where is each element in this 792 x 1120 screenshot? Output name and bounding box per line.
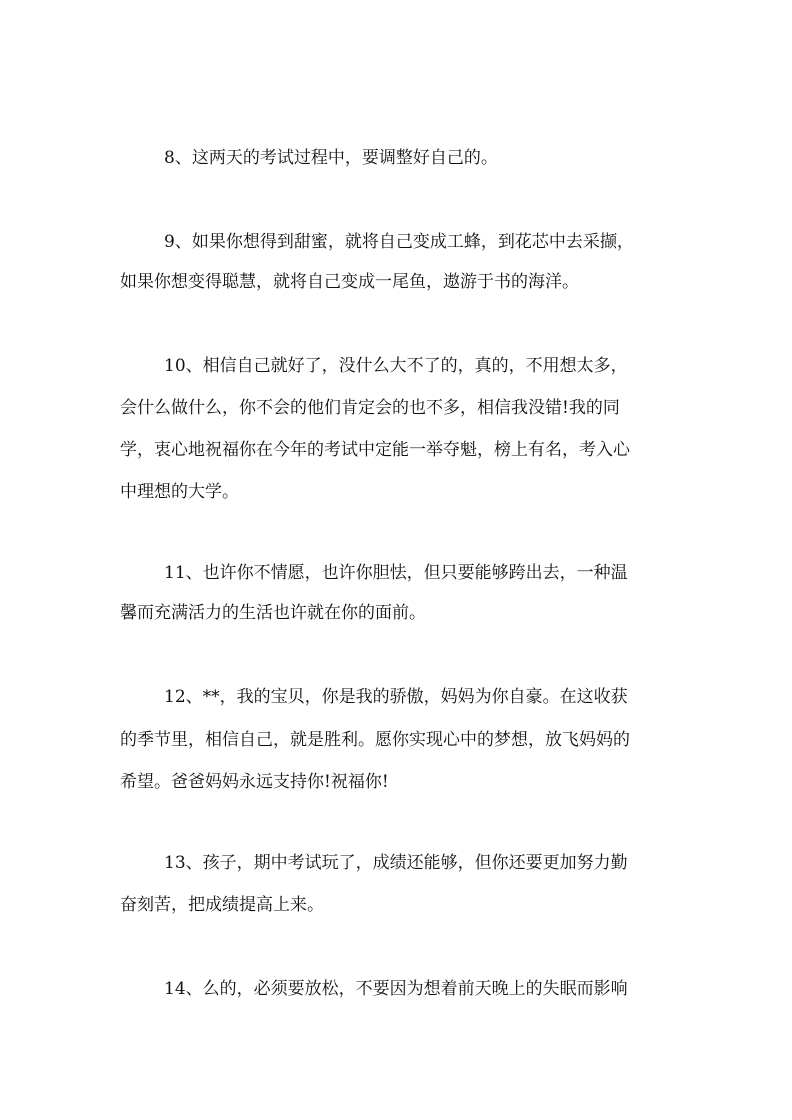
paragraph-12-line-3: 希望。爸爸妈妈永远支持你!祝福你!	[120, 772, 389, 792]
paragraph-12-line-2: 的季节里，相信自己，就是胜利。愿你实现心中的梦想，放飞妈妈的	[120, 730, 630, 750]
paragraph-8-line-1: 8、这两天的考试过程中，要调整好自己的。	[164, 148, 498, 168]
paragraph-12-line-1: 12、**，我的宝贝，你是我的骄傲，妈妈为你自豪。在这收获	[164, 687, 628, 707]
paragraph-10-line-3: 学，衷心地祝福你在今年的考试中定能一举夺魁，榜上有名，考入心	[120, 440, 630, 460]
paragraph-11-line-1: 11、也许你不情愿，也许你胆怯，但只要能够跨出去，一种温	[164, 563, 628, 583]
paragraph-13-line-1: 13、孩子，期中考试玩了，成绩还能够，但你还要更加努力勤	[164, 853, 628, 873]
paragraph-9-line-2: 如果你想变得聪慧，就将自己变成一尾鱼，遨游于书的海洋。	[120, 272, 579, 292]
paragraph-10-line-1: 10、相信自己就好了，没什么大不了的，真的，不用想太多，	[164, 356, 628, 376]
paragraph-9-line-1: 9、如果你想得到甜蜜，就将自己变成工蜂，到花芯中去采撷，	[164, 232, 634, 252]
paragraph-13-line-2: 奋刻苦，把成绩提高上来。	[120, 895, 324, 915]
paragraph-14-line-1: 14、么的，必须要放松，不要因为想着前天晚上的失眠而影响	[164, 979, 628, 999]
paragraph-10-line-4: 中理想的大学。	[120, 482, 239, 502]
paragraph-10-line-2: 会什么做什么，你不会的他们肯定会的也不多，相信我没错!我的同	[120, 398, 620, 418]
paragraph-11-line-2: 馨而充满活力的生活也许就在你的面前。	[120, 603, 426, 623]
